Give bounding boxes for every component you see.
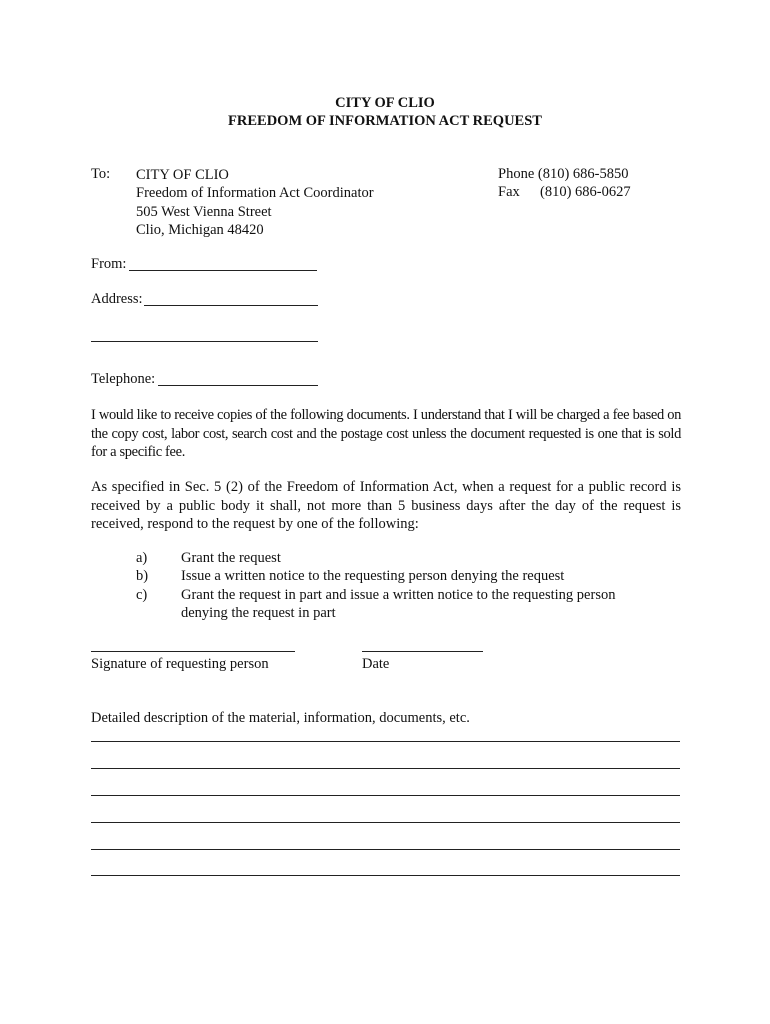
foia-paragraph: As specified in Sec. 5 (2) of the Freedom of Information Act, when a request for a public record is received by a public body it shall, not more than 5 business days after the day of the request is received, respond to the request by one of the following: (91, 479, 681, 532)
signature-line[interactable] (91, 651, 295, 652)
option-text: Grant the request (181, 550, 281, 566)
telephone-field-line[interactable] (158, 385, 318, 386)
description-label: Detailed description of the material, information, documents, etc. (91, 710, 470, 726)
recipient-line: CITY OF CLIO (136, 167, 229, 183)
list-item (0, 549, 770, 567)
recipient-line: Clio, Michigan 48420 (136, 221, 264, 238)
address-label: Address: (91, 291, 143, 307)
signature-label: Signature of requesting person (91, 656, 269, 672)
address-field-line[interactable] (144, 305, 318, 306)
description-line[interactable] (91, 875, 680, 876)
from-label: From: (91, 256, 127, 272)
list-item (0, 567, 770, 585)
option-text: Issue a written notice to the requesting person denying the request (181, 568, 565, 585)
recipient-line: Freedom of Information Act Coordinator (136, 185, 374, 202)
fee-paragraph: I would like to receive copies of the following documents. I understand that I will be charged a fee based on the copy cost, labor cost, search cost and the postage cost unless the document requested is one that is sold for a specific fee. (91, 407, 681, 460)
option-text-continued: denying the request in part (181, 604, 336, 621)
city-heading: CITY OF CLIO (335, 95, 435, 111)
description-line[interactable] (91, 768, 680, 769)
fax-label: Fax (498, 184, 520, 200)
phone-number: Phone (810) 686-5850 (498, 166, 629, 182)
to-label: To: (91, 166, 111, 182)
from-field-line[interactable] (129, 270, 317, 271)
option-marker: a) (136, 550, 148, 566)
option-marker: b) (136, 568, 149, 585)
recipient-address (136, 166, 374, 239)
date-label: Date (362, 656, 390, 672)
option-text: Grant the request in part and issue a written notice to the requesting person (181, 586, 616, 603)
list-item (0, 586, 770, 623)
date-line[interactable] (362, 651, 483, 652)
description-line[interactable] (91, 849, 680, 850)
option-marker: c) (136, 586, 148, 603)
fax-number: (810) 686-0627 (540, 184, 631, 200)
form-title: FREEDOM OF INFORMATION ACT REQUEST (228, 113, 542, 129)
response-options-list (0, 549, 770, 622)
recipient-line: 505 West Vienna Street (136, 203, 272, 220)
description-line[interactable] (91, 822, 680, 823)
address-field-line-2[interactable] (91, 341, 318, 342)
description-line[interactable] (91, 741, 680, 742)
description-line[interactable] (91, 795, 680, 796)
telephone-label: Telephone: (91, 371, 156, 387)
